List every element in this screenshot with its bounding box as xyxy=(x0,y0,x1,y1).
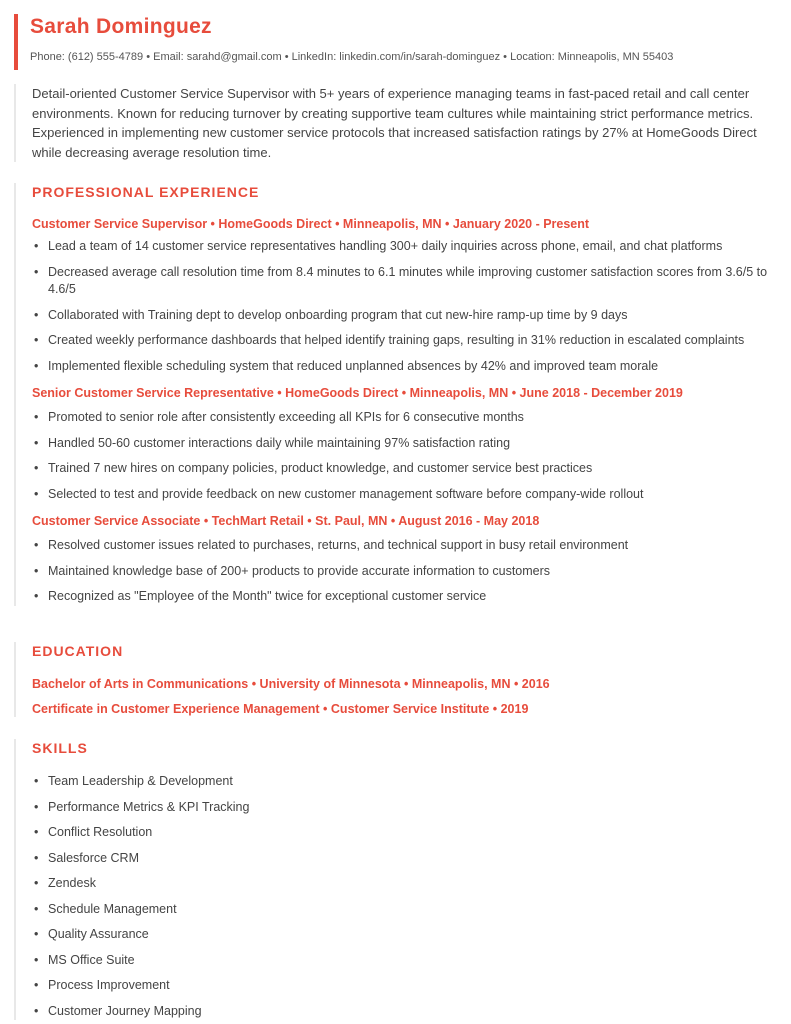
skill-item: • Process Improvement xyxy=(32,977,791,995)
job-bullet: • Implemented flexible scheduling system that reduced unplanned absences by 42% and improved team morale xyxy=(32,358,791,376)
education-heading: EDUCATION xyxy=(32,643,124,659)
job-heading: Senior Customer Service Representative • HomeGoods Direct • Minneapolis, MN • June 2018 - December 2019 xyxy=(32,386,683,400)
skills-section xyxy=(14,739,791,1020)
contact-line: Phone: (612) 555-4789 • Email: sarahd@gmail.com • LinkedIn: linkedin.com/in/sarah-dominguez • Location: Minneapolis, MN 55403 xyxy=(30,51,674,63)
job-bullet: • Collaborated with Training dept to develop onboarding program that cut new-hire ramp-up time by 9 days xyxy=(32,307,791,325)
job-bullet: • Maintained knowledge base of 200+ products to provide accurate information to customers xyxy=(32,563,791,581)
skill-item: • Performance Metrics & KPI Tracking xyxy=(32,799,791,817)
job-bullet: • Trained 7 new hires on company policies, product knowledge, and customer service best practices xyxy=(32,460,791,478)
skill-item: • Team Leadership & Development xyxy=(32,773,791,791)
skill-item: • Zendesk xyxy=(32,875,791,893)
job-bullets xyxy=(32,537,791,606)
skill-item: • Quality Assurance xyxy=(32,926,791,944)
skill-item: • Schedule Management xyxy=(32,901,791,919)
job-bullet: • Decreased average call resolution time from 8.4 minutes to 6.1 minutes while improving customer satisfaction scores from 3.6/5 to 4.6/5 xyxy=(32,264,791,299)
job-bullets xyxy=(32,238,791,375)
job-bullet: • Lead a team of 14 customer service representatives handling 300+ daily inquiries across phone, email, and chat platforms xyxy=(32,238,791,256)
skill-item: • Customer Journey Mapping xyxy=(32,1003,791,1021)
job-heading: Customer Service Supervisor • HomeGoods Direct • Minneapolis, MN • January 2020 - Present xyxy=(32,217,590,231)
skill-item: • Salesforce CRM xyxy=(32,850,791,868)
education-section xyxy=(14,642,791,717)
job-bullet: • Resolved customer issues related to purchases, returns, and technical support in busy retail environment xyxy=(32,537,791,555)
job-heading: Customer Service Associate • TechMart Retail • St. Paul, MN • August 2016 - May 2018 xyxy=(32,514,540,528)
candidate-name: Sarah Dominguez xyxy=(30,15,212,38)
job-bullet: • Promoted to senior role after consistently exceeding all KPIs for 6 consecutive months xyxy=(32,409,791,427)
skills-list xyxy=(32,773,791,1020)
experience-heading: PROFESSIONAL EXPERIENCE xyxy=(32,184,260,200)
job-bullet: • Created weekly performance dashboards that helped identify training gaps, resulting in 31% reduction in escalated complaints xyxy=(32,332,791,350)
skills-heading: SKILLS xyxy=(32,740,88,756)
job-bullet: • Selected to test and provide feedback on new customer management software before company-wide rollout xyxy=(32,486,791,504)
skill-item: • MS Office Suite xyxy=(32,952,791,970)
job-bullet: • Handled 50-60 customer interactions daily while maintaining 97% satisfaction rating xyxy=(32,435,791,453)
skill-item: • Conflict Resolution xyxy=(32,824,791,842)
job-bullets xyxy=(32,409,791,503)
experience-section xyxy=(14,183,791,606)
resume-header xyxy=(14,14,673,70)
education-item: Bachelor of Arts in Communications • University of Minnesota • Minneapolis, MN • 2016 xyxy=(32,677,550,691)
professional-summary: Detail-oriented Customer Service Supervisor with 5+ years of experience managing teams in fast-paced retail and call center environments. Known for reducing turnover by creating supportive team cultures while maintaining strict performance metrics. Experienced in implementing new customer service protocols that increased satisfaction ratings by 27% at HomeGoods Direct while decreasing average resolution time. xyxy=(14,84,777,162)
job-bullet: • Recognized as "Employee of the Month" twice for exceptional customer service xyxy=(32,588,791,606)
education-item: Certificate in Customer Experience Management • Customer Service Institute • 2019 xyxy=(32,702,529,716)
